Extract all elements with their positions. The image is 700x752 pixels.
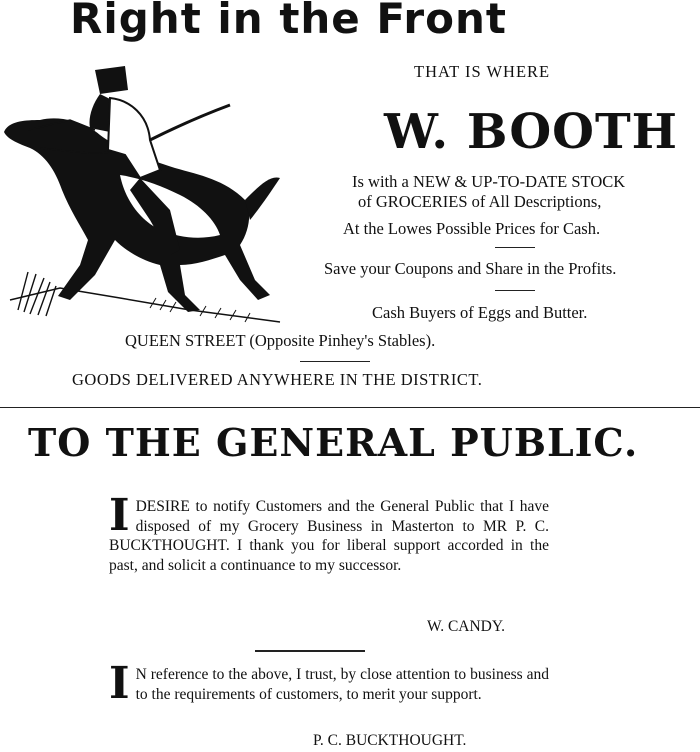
notice-text: N reference to the above, I trust, by close attention to business and to the requirements of customers, to merit your support. <box>135 666 549 703</box>
delivery-line: GOODS DELIVERED ANYWHERE IN THE DISTRICT. <box>72 370 483 389</box>
divider <box>495 290 535 291</box>
eggs-butter-line: Cash Buyers of Eggs and Butter. <box>372 303 588 322</box>
notice-candy <box>109 490 549 575</box>
signature-candy: W. CANDY. <box>427 618 505 635</box>
divider <box>255 650 365 652</box>
drop-cap: I <box>109 490 130 541</box>
notice-buckthought <box>109 658 549 709</box>
prices-line: At the Lowes Possible Prices for Cash. <box>343 219 601 238</box>
headline: TO THE GENERAL PUBLIC. <box>28 420 639 465</box>
address-line: QUEEN STREET (Opposite Pinhey's Stables). <box>125 331 436 350</box>
signature-buckthought: P. C. BUCKTHOUGHT. <box>313 732 467 749</box>
divider <box>300 361 370 362</box>
notice-text: DESIRE to notify Customers and the General Public that I have disposed of my Grocery Business in Masterton to MR P. C. BUCKTHOUGHT. I thank you for liberal support accorded in the past, and solicit a continuance to my successor. <box>109 498 549 574</box>
horseman-illustration-icon <box>0 60 290 330</box>
coupons-line: Save your Coupons and Share in the Profits. <box>324 259 617 278</box>
stock-line: Is with a NEW & UP-TO-DATE STOCK <box>352 172 626 191</box>
intro-text: THAT IS WHERE <box>414 62 551 81</box>
section-separator <box>0 407 700 408</box>
divider <box>495 247 535 248</box>
headline: Right in the Front <box>70 0 507 43</box>
drop-cap: I <box>109 658 130 709</box>
groceries-line: of GROCERIES of All Descriptions, <box>358 192 602 211</box>
merchant-name: W. BOOTH <box>384 104 679 160</box>
